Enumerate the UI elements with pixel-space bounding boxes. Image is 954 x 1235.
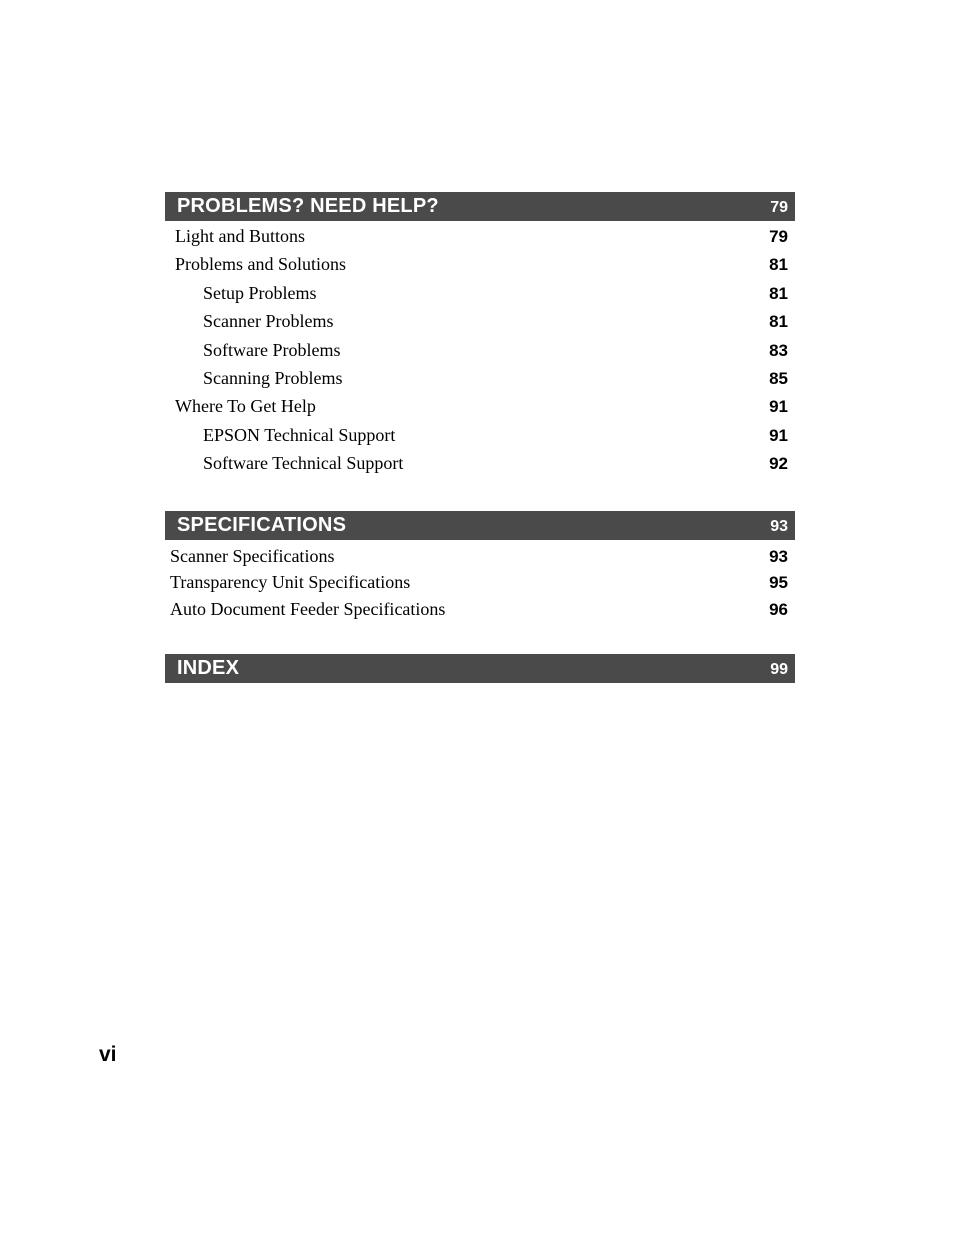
toc-entry-title: Problems and Solutions — [175, 254, 347, 275]
toc-entry — [165, 226, 795, 254]
toc-entry-title: Scanner Problems — [203, 311, 334, 332]
section-title: INDEX — [177, 657, 240, 680]
toc-subentry — [165, 311, 795, 339]
table-of-contents — [165, 192, 795, 683]
section-page-number: 93 — [770, 517, 788, 535]
toc-entry — [165, 254, 795, 282]
section-page-number: 79 — [770, 199, 788, 216]
section-page-number: 99 — [770, 661, 788, 679]
toc-entry-list — [165, 221, 795, 482]
toc-subentry — [165, 368, 795, 396]
toc-entry-title: Where To Get Help — [175, 396, 316, 417]
toc-entry-title: Light and Buttons — [175, 226, 305, 246]
toc-entry-list — [165, 540, 795, 626]
toc-entry-page: 79 — [769, 227, 788, 246]
section-header — [165, 511, 795, 540]
section-header — [165, 654, 795, 683]
toc-entry-page: 92 — [769, 454, 788, 474]
toc-entry-title: Software Problems — [203, 339, 341, 360]
toc-entry-title: Auto Document Feeder Specifications — [170, 598, 446, 619]
toc-section-problems — [165, 192, 795, 482]
toc-subentry — [165, 453, 795, 481]
toc-entry-page: 95 — [769, 573, 788, 593]
toc-entry-page: 91 — [769, 425, 788, 445]
toc-entry-title: Scanning Problems — [203, 367, 343, 388]
toc-entry-title: Software Technical Support — [203, 453, 404, 474]
toc-subentry — [165, 283, 795, 311]
toc-entry — [165, 546, 795, 573]
toc-section-specifications — [165, 511, 795, 626]
toc-entry-page: 85 — [769, 368, 788, 388]
toc-entry — [165, 599, 795, 626]
section-title: SPECIFICATIONS — [177, 513, 347, 536]
toc-entry-page: 83 — [769, 340, 788, 360]
toc-entry — [165, 396, 795, 424]
page-folio: vi — [99, 1043, 117, 1066]
toc-entry-page: 91 — [769, 397, 788, 417]
toc-entry-title: Setup Problems — [203, 282, 317, 303]
toc-subentry — [165, 340, 795, 368]
toc-subentry — [165, 425, 795, 453]
toc-section-index — [165, 654, 795, 683]
toc-entry-page: 96 — [769, 599, 788, 619]
section-header — [165, 192, 795, 221]
toc-entry — [165, 572, 795, 599]
section-title: PROBLEMS? NEED HELP? — [177, 195, 439, 217]
toc-entry-page: 81 — [769, 255, 788, 275]
toc-entry-page: 81 — [769, 312, 788, 332]
toc-entry-title: EPSON Technical Support — [203, 424, 396, 445]
toc-entry-title: Transparency Unit Specifications — [170, 572, 411, 593]
toc-entry-page: 93 — [769, 546, 788, 566]
toc-entry-title: Scanner Specifications — [170, 545, 335, 566]
toc-entry-page: 81 — [769, 283, 788, 303]
